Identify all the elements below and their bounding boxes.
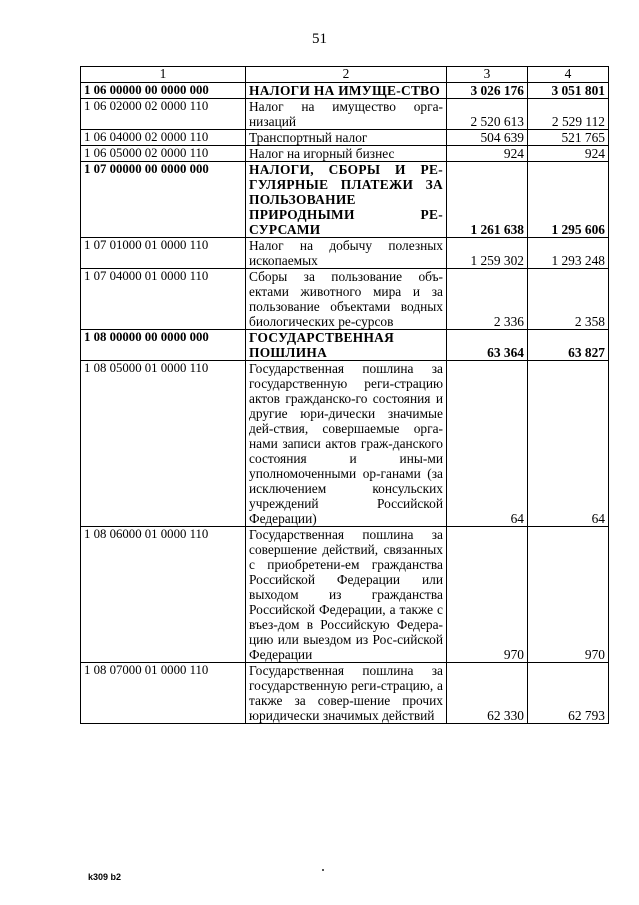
table-row (81, 361, 609, 527)
row-code: 1 06 04000 02 0000 110 (81, 130, 246, 146)
row-value-col3: 924 (447, 146, 528, 162)
footer-code: k309 b2 (88, 872, 122, 882)
table-row (81, 99, 609, 130)
row-name: Налог на имущество орга-низаций (246, 99, 447, 130)
row-value-col3: 3 026 176 (447, 83, 528, 99)
row-code: 1 07 00000 00 0000 000 (81, 162, 246, 238)
row-code: 1 08 05000 01 0000 110 (81, 361, 246, 527)
row-name: Сборы за пользование объ-ектами животного мира и за пользование объектами водных биологических ре-сурсов (246, 269, 447, 330)
row-code: 1 08 07000 01 0000 110 (81, 663, 246, 724)
row-value-col3: 64 (447, 361, 528, 527)
row-value-col4: 3 051 801 (528, 83, 609, 99)
row-name: ГОСУДАРСТВЕННАЯ ПОШЛИНА (246, 330, 447, 361)
row-code: 1 06 02000 02 0000 110 (81, 99, 246, 130)
row-value-col4: 62 793 (528, 663, 609, 724)
row-value-col4: 2 358 (528, 269, 609, 330)
row-value-col4: 1 295 606 (528, 162, 609, 238)
table-row (81, 146, 609, 162)
row-value-col4: 924 (528, 146, 609, 162)
table-row (81, 330, 609, 361)
column-header: 3 (447, 67, 528, 83)
budget-table (80, 66, 609, 724)
row-value-col3: 62 330 (447, 663, 528, 724)
row-code: 1 08 00000 00 0000 000 (81, 330, 246, 361)
row-code: 1 08 06000 01 0000 110 (81, 527, 246, 663)
row-name: НАЛОГИ НА ИМУЩЕ-СТВО (246, 83, 447, 99)
row-name: Государственная пошлина за совершение действий, связанных с приобретени-ем гражданства Российской Федерации или выходом из гражданства Российской Федерации, а также с въез-дом в Российскую Федера-цию или выездом из Рос-сийской Федерации (246, 527, 447, 663)
row-code: 1 07 04000 01 0000 110 (81, 269, 246, 330)
row-value-col3: 970 (447, 527, 528, 663)
row-value-col3: 2 520 613 (447, 99, 528, 130)
row-name: НАЛОГИ, СБОРЫ И РЕ-ГУЛЯРНЫЕ ПЛАТЕЖИ ЗА ПОЛЬЗОВАНИЕ ПРИРОДНЫМИ РЕ-СУРСАМИ (246, 162, 447, 238)
row-value-col4: 970 (528, 527, 609, 663)
row-value-col4: 2 529 112 (528, 99, 609, 130)
row-value-col4: 63 827 (528, 330, 609, 361)
row-name: Налог на добычу полезных ископаемых (246, 238, 447, 269)
row-name: Государственная пошлина за государственную реги-страцию актов гражданско-го состояния и другие юри-дически значимые дей-ствия, совершаемые орга-нами записи актов граж-данского состояния и ины-ми уполномоченными ор-ганами (за исключением консульских учреждений Российской Федерации) (246, 361, 447, 527)
table-row (81, 663, 609, 724)
row-value-col3: 63 364 (447, 330, 528, 361)
row-value-col4: 521 765 (528, 130, 609, 146)
row-value-col3: 504 639 (447, 130, 528, 146)
table-row (81, 238, 609, 269)
row-value-col3: 1 261 638 (447, 162, 528, 238)
table-header-row (81, 67, 609, 83)
row-value-col3: 1 259 302 (447, 238, 528, 269)
row-code: 1 06 05000 02 0000 110 (81, 146, 246, 162)
table-row (81, 527, 609, 663)
row-value-col4: 1 293 248 (528, 238, 609, 269)
table-row (81, 162, 609, 238)
page-number: 51 (312, 31, 327, 47)
row-name: Налог на игорный бизнес (246, 146, 447, 162)
row-name: Транспортный налог (246, 130, 447, 146)
column-header: 2 (246, 67, 447, 83)
column-header: 1 (81, 67, 246, 83)
column-header: 4 (528, 67, 609, 83)
row-value-col3: 2 336 (447, 269, 528, 330)
table-row (81, 130, 609, 146)
table-row (81, 269, 609, 330)
table-row (81, 83, 609, 99)
row-code: 1 07 01000 01 0000 110 (81, 238, 246, 269)
scan-dot (322, 869, 324, 871)
row-value-col4: 64 (528, 361, 609, 527)
row-code: 1 06 00000 00 0000 000 (81, 83, 246, 99)
row-name: Государственная пошлина за государственную реги-страцию, а также за совер-шение прочих юридически значимых действий (246, 663, 447, 724)
